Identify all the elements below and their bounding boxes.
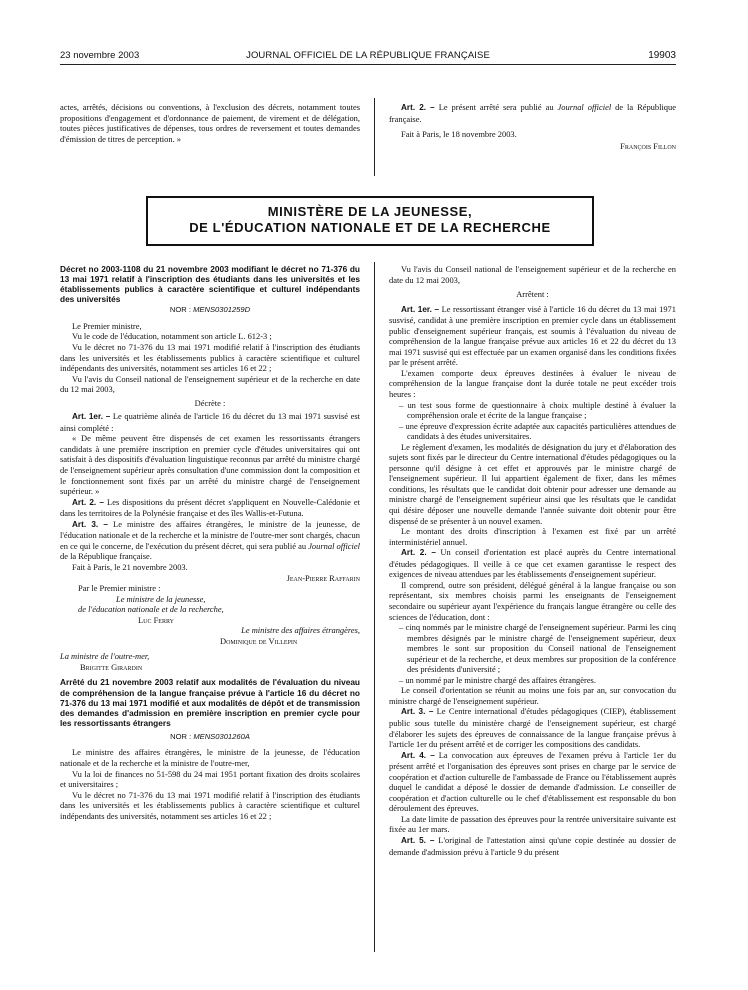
continued-text: actes, arrêtés, décisions ou conventions, à l'exclusion des décrets, notamment toutes propositions d'engagement et d'ordonnance de paiement, de virement et de délégation, toutes pièces justificatives de dépenses, tous ordres de reversement et toutes demandes d'émission de titres de perception. »: [60, 102, 360, 144]
arrete-article-2: Art. 2. – Le présent arrêté sera publié au Journal officiel de la République française.: [389, 102, 676, 124]
signature-raffarin: Jean-Pierre Raffarin: [286, 572, 360, 583]
decret-done-at-paris: Fait à Paris, le 21 novembre 2003.: [72, 561, 188, 572]
membres-bullet-2: – un nommé par le ministre chargé des affaires étrangères.: [399, 674, 596, 685]
arrete-arretent: Arrêtent :: [516, 289, 549, 300]
header-date: 23 novembre 2003: [60, 50, 140, 61]
arrete-article-5: Art. 5. – L'original de l'attestation ainsi qu'une copie destinée au dossier de demande d'admission prévu à l'article 9 du présent: [389, 834, 676, 857]
examen-bullet-1: – un test sous forme de questionnaire à choix multiple destiné à évaluer la compréhension orale et écrite de la langue française ;: [399, 399, 676, 421]
arrete-ministres: Le ministre des affaires étrangères, le ministre de la jeunesse, de l'éducation nationale et de la recherche et la ministre de l'outre-mer,: [60, 747, 360, 768]
reglement-paragraph: Le règlement d'examen, les modalités de désignation du jury et d'élaboration des sujets sont fixés par le directeur du Centre international d'études pédagogiques ou la personne qu'il désigne à cet effet et approuvés par le ministre chargé de l'enseignement supérieur. Il lui appartient également de fixer, dans les mêmes conditions, les résultats que le candidat doit obtenir pour adresser une demande au ministre chargé de l'enseignement supérieur ainsi que les résultats que le candidat qui désire déposer une nouvelle demande l'année suivante doit obtenir pour être dispensé de se présenter à un nouvel examen.: [389, 441, 676, 526]
decret-vu-decret: Vu le décret no 71-376 du 13 mai 1971 modifié relatif à l'inscription des étudiants dans les universités et les établissements publics à caractère scientifique et culturel indépendants des universités, notamment ses articles 16 et 22 ;: [60, 342, 360, 374]
decret-vu-code: Vu le code de l'éducation, notamment son article L. 612-3 ;: [72, 331, 272, 342]
date-limite-paragraph: La date limite de passation des épreuves pour la rentrée universitaire suivante est fixée au 1er mars.: [389, 813, 676, 835]
right-column: [389, 264, 676, 857]
minister-om-title: La ministre de l'outre-mer,: [60, 651, 150, 662]
top-left-column: [60, 102, 360, 144]
signature-girardin: Brigitte Girardin: [80, 661, 143, 672]
top-column-divider: [374, 98, 375, 176]
decret-nor: NOR : MENS0301259D: [169, 305, 251, 315]
arrete-vu-decret: Vu le décret no 71-376 du 13 mai 1971 modifié relatif à l'inscription des étudiants dans les universités et les établissements publics à caractère scientifique et culturel indépendants des universités, notamment ses articles 16 et 22 ;: [60, 789, 360, 821]
ministry-heading-box: [146, 196, 594, 246]
decret-article-1-quote: « De même peuvent être dispensés de cet examen les ressortissants étrangers candidats à une première inscription en premier cycle d'études universitaires qui ont satisfait à des dispositifs d'évaluation linguistique reconnus par arrêté du ministre chargé de l'enseignement supérieur après consultation d'une commission dont la composition et le fonctionnement sont fixés par un arrêté du ministre chargé de l'enseignement supérieur. »: [60, 433, 360, 497]
main-column-divider: [374, 262, 375, 952]
examen-bullet-2: – une épreuve d'expression écrite adaptée aux capacités particulières attendues de candidats à des études universitaires.: [399, 420, 676, 442]
decret-article-2: Art. 2. – Les dispositions du présent décret s'appliquent en Nouvelle-Calédonie et dans les territoires de la Polynésie française et des îles Wallis-et-Futuna.: [60, 496, 360, 519]
minister-jeunesse-title-b: de l'éducation nationale et de la recherche,: [78, 604, 224, 615]
arrete-article-3: Art. 3. – Le Centre international d'études pédagogiques (CIEP), établissement public sous tutelle du ministère chargé de l'enseignement supérieur, est chargé d'élaborer les sujets des épreuves de connaissance de la langue française prévus à l'article 1er du présent arrêté et de corriger les compositions des candidats.: [389, 706, 676, 750]
done-at-paris: Fait à Paris, le 18 novembre 2003.: [401, 129, 517, 140]
header-journal-title: JOURNAL OFFICIEL DE LA RÉPUBLIQUE FRANÇAISE: [246, 50, 490, 61]
arrete-vu-loi: Vu la loi de finances no 51-598 du 24 mai 1951 portant fixation des droits scolaires et universitaires ;: [60, 768, 360, 790]
signature-villepin: Dominique de Villepin: [220, 635, 298, 646]
arrete-vu-avis: Vu l'avis du Conseil national de l'enseignement supérieur et de la recherche en date du 12 mai 2003,: [389, 264, 676, 285]
decret-premier-ministre: Le Premier ministre,: [72, 320, 142, 331]
arrete-article-2-right: Art. 2. – Un conseil d'orientation est placé auprès du Centre international d'études pédagogiques. Il veille à ce que cet examen garantisse le respect des exigences de niveau attendues par les établissements d'enseignement supérieur.: [389, 547, 676, 580]
signature-ferry: Luc Ferry: [138, 614, 174, 625]
decret-title: Décret no 2003-1108 du 21 novembre 2003 modifiant le décret no 71-376 du 13 mai 1971 relatif à l'inscription des étudiants dans les universités et les établissements publics à caractère scientifique et culturel indépendants des universités: [60, 264, 360, 305]
decret-decrete: Décrète :: [194, 397, 226, 408]
arrete-article-1: Art. 1er. – Le ressortissant étranger visé à l'article 16 du décret du 13 mai 1971 susvisé, candidat à une première inscription en premier cycle dans un établissement public d'enseignement supérieur français, est soumis à l'évaluation du niveau de compréhension de la langue française prévue aux articles 16 et 22 du décret du 13 mai 1971 susvisé qui est effectuée par un examen organisé dans les conditions fixées par le présent arrêté.: [389, 303, 676, 368]
minister-jeunesse-title-a: Le ministre de la jeunesse,: [116, 593, 206, 604]
signature-fillon: François Fillon: [620, 140, 676, 151]
ministry-line-1: MINISTÈRE DE LA JEUNESSE,: [267, 204, 473, 219]
top-right-column: [389, 102, 676, 151]
membres-bullet-1: – cinq nommés par le ministre chargé de l'enseignement supérieur. Parmi les cinq membres désignés par le ministre chargé de l'enseignement supérieur, deux membres le sont sur proposition du Conseil national de l'enseignement supérieur et de la recherche, et deux membres sur proposition de la conférence des présidents d'université ;: [399, 622, 676, 675]
arrete-nor: NOR : MENS0301260A: [170, 731, 250, 741]
arrete-article-4: Art. 4. – La convocation aux épreuves de l'examen prévu à l'article 1er du présent arrêté et l'organisation des épreuves sont prises en charge par le service de coopération et d'action culturelle de l'ambassade de France ou l'établissement auprès duquel le candidat a déposé le dossier de demande d'admission. Le conseiller de coopération et d'action culturelle ou le chef d'établissement est responsable du bon déroulement des épreuves.: [389, 749, 676, 814]
minister-ae-title: Le ministre des affaires étrangères,: [241, 625, 360, 636]
header-page-number: 19903: [648, 50, 676, 61]
examen-paragraph: L'examen comporte deux épreuves destinées à évaluer le niveau de compréhension de la langue française dont la durée totale ne peut excéder trois heures :: [389, 367, 676, 400]
reunit-paragraph: Le conseil d'orientation se réunit au moins une fois par an, sur convocation du ministre chargé de l'enseignement supérieur.: [389, 685, 676, 706]
montant-paragraph: Le montant des droits d'inscription à l'examen est fixé par un arrêté interministériel annuel.: [389, 526, 676, 547]
header-rule: [60, 64, 676, 65]
ministry-line-2: DE L'ÉDUCATION NATIONALE ET DE LA RECHERCHE: [189, 220, 551, 235]
par-premier-ministre: Par le Premier ministre :: [78, 583, 161, 594]
decret-article-1: Art. 1er. – Le quatrième alinéa de l'article 16 du décret du 13 mai 1971 susvisé est ainsi complété :: [60, 411, 360, 433]
comprend-paragraph: Il comprend, outre son président, délégué général à la langue française ou son représentant, six membres choisis parmi les enseignants de l'enseignement secondaire ou supérieur ayant l'expérience du français langue étrangère ou celle des sciences de l'éducation, dont :: [389, 579, 676, 622]
left-column: [60, 264, 360, 821]
arrete-title: Arrêté du 21 novembre 2003 relatif aux modalités de l'évaluation du niveau de compréhension de la langue française prévue à l'article 16 du décret no 71-376 du 13 mai 1971 modifié et aux modalités de dépôt et de transmission des demandes d'admission en première inscription en premier cycle pour les ressortissants étrangers: [60, 677, 360, 728]
decret-vu-avis: Vu l'avis du Conseil national de l'enseignement supérieur et de la recherche en date du 12 mai 2003,: [60, 373, 360, 395]
decret-article-3: Art. 3. – Le ministre des affaires étrangères, le ministre de la jeunesse, de l'éducation nationale et de la recherche et la ministre de l'outre-mer sont chargés, chacun en ce qui le concerne, de l'exécution du présent décret, qui sera publié au Journal officiel de la République française.: [60, 518, 360, 562]
